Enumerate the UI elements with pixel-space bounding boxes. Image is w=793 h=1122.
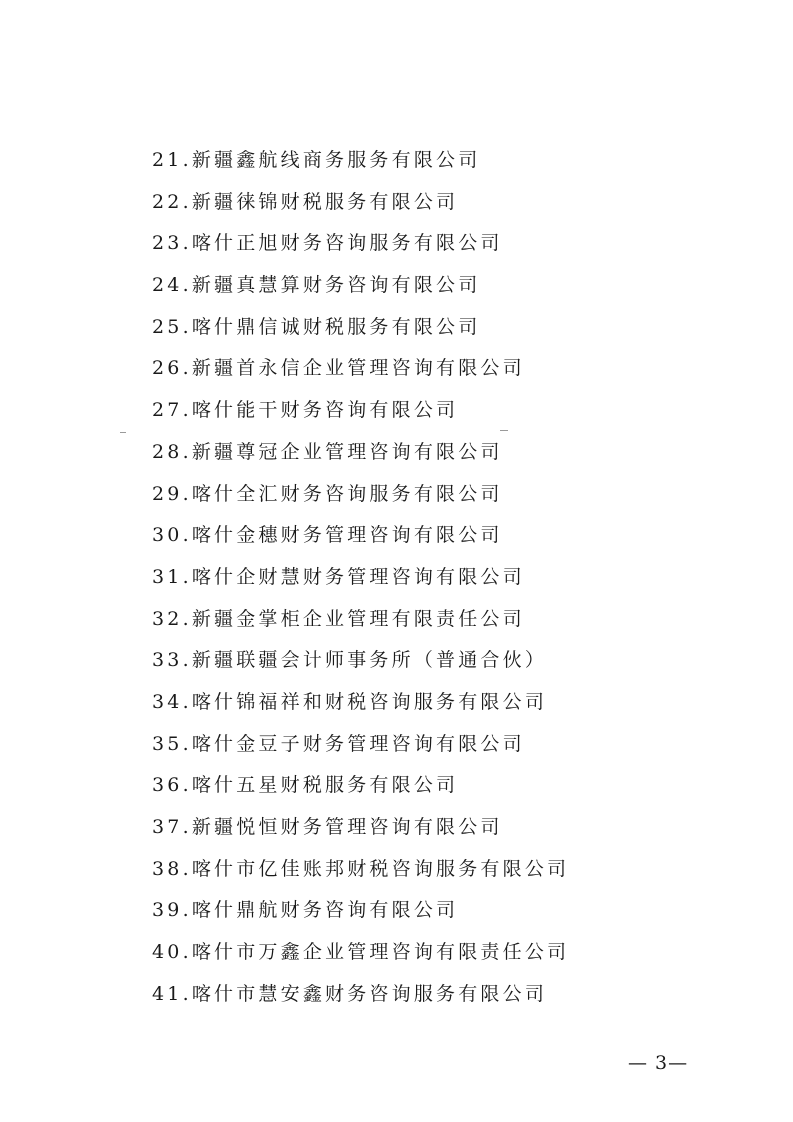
list-item: 38.喀什市亿佳账邦财税咨询服务有限公司 [152,857,570,880]
list-item: 29.喀什全汇财务咨询服务有限公司 [152,482,503,505]
list-item: 41.喀什市慧安鑫财务咨询服务有限公司 [152,982,548,1005]
list-item: 28.新疆尊冠企业管理咨询有限公司 [152,440,503,463]
scan-speck [500,430,508,431]
list-item: 39.喀什鼎航财务咨询有限公司 [152,899,459,922]
list-item: 30.喀什金穗财务管理咨询有限公司 [152,524,503,547]
list-item: 26.新疆首永信企业管理咨询有限公司 [152,357,525,380]
list-item: 24.新疆真慧算财务咨询有限公司 [152,274,481,297]
page-number: — 3— [628,1052,689,1074]
list-item: 25.喀什鼎信诚财税服务有限公司 [152,315,481,338]
list-item: 37.新疆悦恒财务管理咨询有限公司 [152,816,503,838]
list-item: 34.喀什锦福祥和财税咨询服务有限公司 [152,690,548,713]
list-item: 31.喀什企财慧财务管理咨询有限公司 [152,565,525,588]
list-item: 22.新疆徕锦财税服务有限公司 [152,190,459,213]
list-item: 36.喀什五星财税服务有限公司 [152,774,459,797]
list-item: 35.喀什金豆子财务管理咨询有限公司 [152,732,525,755]
list-item: 32.新疆金掌柜企业管理有限责任公司 [152,607,525,630]
list-item: 33.新疆联疆会计师事务所（普通合伙） [152,649,548,672]
list-item: 21.新疆鑫航线商务服务有限公司 [152,149,481,171]
list-item: 40.喀什市万鑫企业管理咨询有限责任公司 [152,941,570,964]
list-item: 23.喀什正旭财务咨询服务有限公司 [152,232,503,255]
scan-speck [120,432,126,433]
list-item: 27.喀什能干财务咨询有限公司 [152,399,459,422]
company-list [152,140,569,1015]
